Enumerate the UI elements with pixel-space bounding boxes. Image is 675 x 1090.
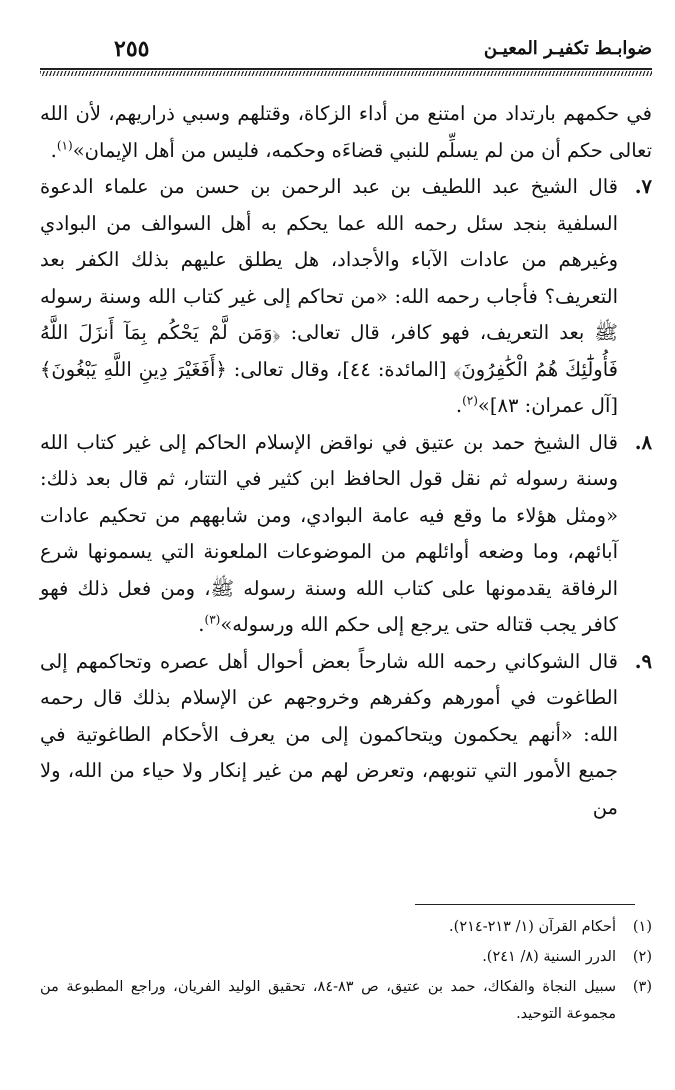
footnote-text: أحكام القرآن (١/ ٢١٣-٢١٤). xyxy=(449,919,616,935)
footnote-number: (١) xyxy=(632,919,652,935)
footnote xyxy=(40,944,652,971)
numbered-item xyxy=(40,644,652,827)
intro-text: في حكمهم بارتداد من امتنع من أداء الزكاة، وقتلهم وسبي ذراريهم، لأن الله تعالى حكم أن من لم يسلِّم للنبي قضاءَه وحكمه، فليس من أهل الإيمان» xyxy=(40,102,652,162)
page-number: ٢٥٥ xyxy=(114,36,150,62)
footnote-text: سبيل النجاة والفكاك، حمد بن عتيق، ص ٨٣-٨٤، تحقيق الوليد الفريان، وراجع المطبوعة من مجموعة التوحيد. xyxy=(40,979,616,1022)
footnote-number: (٣) xyxy=(632,979,652,995)
item-text: قال الشيخ عبد اللطيف بن عبد الرحمن بن حسن من علماء الدعوة السلفية بنجد سئل رحمه الله عما يحكم به أهل السوالف من البوادي وغيرهم من عادات الآباء والأجداد، هل يطلق عليهم بذلك الكفر بعد التعريف؟ فأجاب رحمه الله: «من تحاكم إلى غير كتاب الله وسنة رسوله ﷺ بعد التعريف، فهو كافر، قال تعالى: ﴿وَمَن لَّمْ يَحْكُم بِمَآ أَنزَلَ اللَّهُ فَأُولَٰٓئِكَ هُمُ الْكَٰفِرُونَ﴾ [المائدة: ٤٤]، وقال تعالى: ﴿أَفَغَيْرَ دِينِ اللَّهِ يَبْغُونَ﴾ [آل عمران: ٨٣]» xyxy=(40,175,618,417)
running-title: ضوابـط تكفيـر المعيـن xyxy=(483,38,652,59)
item-number: ٧. xyxy=(634,175,652,198)
footnote-ref: (١) xyxy=(56,138,73,152)
footnote-number: (٢) xyxy=(632,949,652,965)
numbered-item: ٨. قال الشيخ حمد بن عتيق في نواقض الإسلام الحاكم إلى غير كتاب الله وسنة رسوله ثم نقل قول الحافظ ابن كثير في التتار، ثم قال بعد ذلك: «ومثل هؤلاء ما وقع فيه عامة البوادي، ومن شابههم من تحكيم عادات آبائهم، وما وضعه أوائلهم من الموضوعات الملعونة التي يسمونها شرع الرفاقة يقدمونها على كتاب الله وسنة رسوله ﷺ، ومن فعل ذلك فهو كافر يجب قتاله حتى يرجع إلى حكم الله ورسوله»$^{(٣)}$. xyxy=(40,425,652,644)
footnote-ref: (٢) xyxy=(462,393,478,408)
numbered-item: ٧. قال الشيخ عبد اللطيف بن عبد الرحمن بن حسن من علماء الدعوة السلفية بنجد سئل رحمه الله عما يحكم به أهل السوالف من البوادي وغيرهم من عادات الآباء والأجداد، هل يطلق عليهم بذلك الكفر بعد التعريف؟ فأجاب رحمه الله: «من تحاكم إلى غير كتاب الله وسنة رسوله ﷺ بعد التعريف، فهو كافر، قال تعالى: ﴿وَمَن لَّمْ يَحْكُم بِمَآ أَنزَلَ اللَّهُ فَأُولَٰٓئِكَ هُمُ الْكَٰفِرُونَ﴾ [المائدة: ٤٤]، وقال تعالى: ﴿أَفَغَيْرَ دِينِ اللَّهِ يَبْغُونَ﴾ [آل عمران: ٨٣]»$^{(٢)}$. xyxy=(40,169,652,425)
item-text: قال الشوكاني رحمه الله شارحاً بعض أحوال أهل عصره وتحاكمهم إلى الطاغوت في أمورهم وكفرهم وخروجهم عن الإسلام بذلك قال رحمه الله: «أنهم يحكمون ويتحاكمون إلى من يعرف الأحكام الطاغوتية في جميع الأمور التي تنوبهم، وتعرض لهم من غير إنكار ولا حياء من الله، ولا من xyxy=(40,649,618,819)
item-text: قال الشيخ حمد بن عتيق في نواقض الإسلام الحاكم إلى غير كتاب الله وسنة رسوله ثم نقل قول الحافظ ابن كثير في التتار، ثم قال بعد ذلك: «ومثل هؤلاء ما وقع فيه عامة البوادي، ومن شابههم من تحكيم عادات آبائهم، وما وضعه أوائلهم من الموضوعات الملعونة التي يسمونها شرع الرفاقة يقدمونها على كتاب الله وسنة رسوله ﷺ، ومن فعل ذلك فهو كافر يجب قتاله حتى يرجع إلى حكم الله ورسوله» xyxy=(40,430,618,636)
footnote-ref: (٣) xyxy=(204,612,221,627)
footnote xyxy=(40,974,652,1028)
item-number: ٨. xyxy=(634,430,652,454)
page-header xyxy=(40,34,652,82)
header-hatched-rule xyxy=(40,71,652,76)
footnotes xyxy=(40,914,652,1031)
footnote-text: الدرر السنية (٨/ ٢٤١). xyxy=(482,949,616,965)
header-rule xyxy=(40,68,652,70)
footnote xyxy=(40,914,652,941)
footnotes-divider xyxy=(415,904,635,905)
intro-paragraph: في حكمهم بارتداد من امتنع من أداء الزكاة، وقتلهم وسبي ذراريهم، لأن الله تعالى حكم أن من لم يسلِّم للنبي قضاءَه وحكمه، فليس من أهل الإيمان»$^{(١)}$. xyxy=(40,102,652,162)
item-number: ٩. xyxy=(634,649,652,673)
main-text xyxy=(40,96,652,826)
